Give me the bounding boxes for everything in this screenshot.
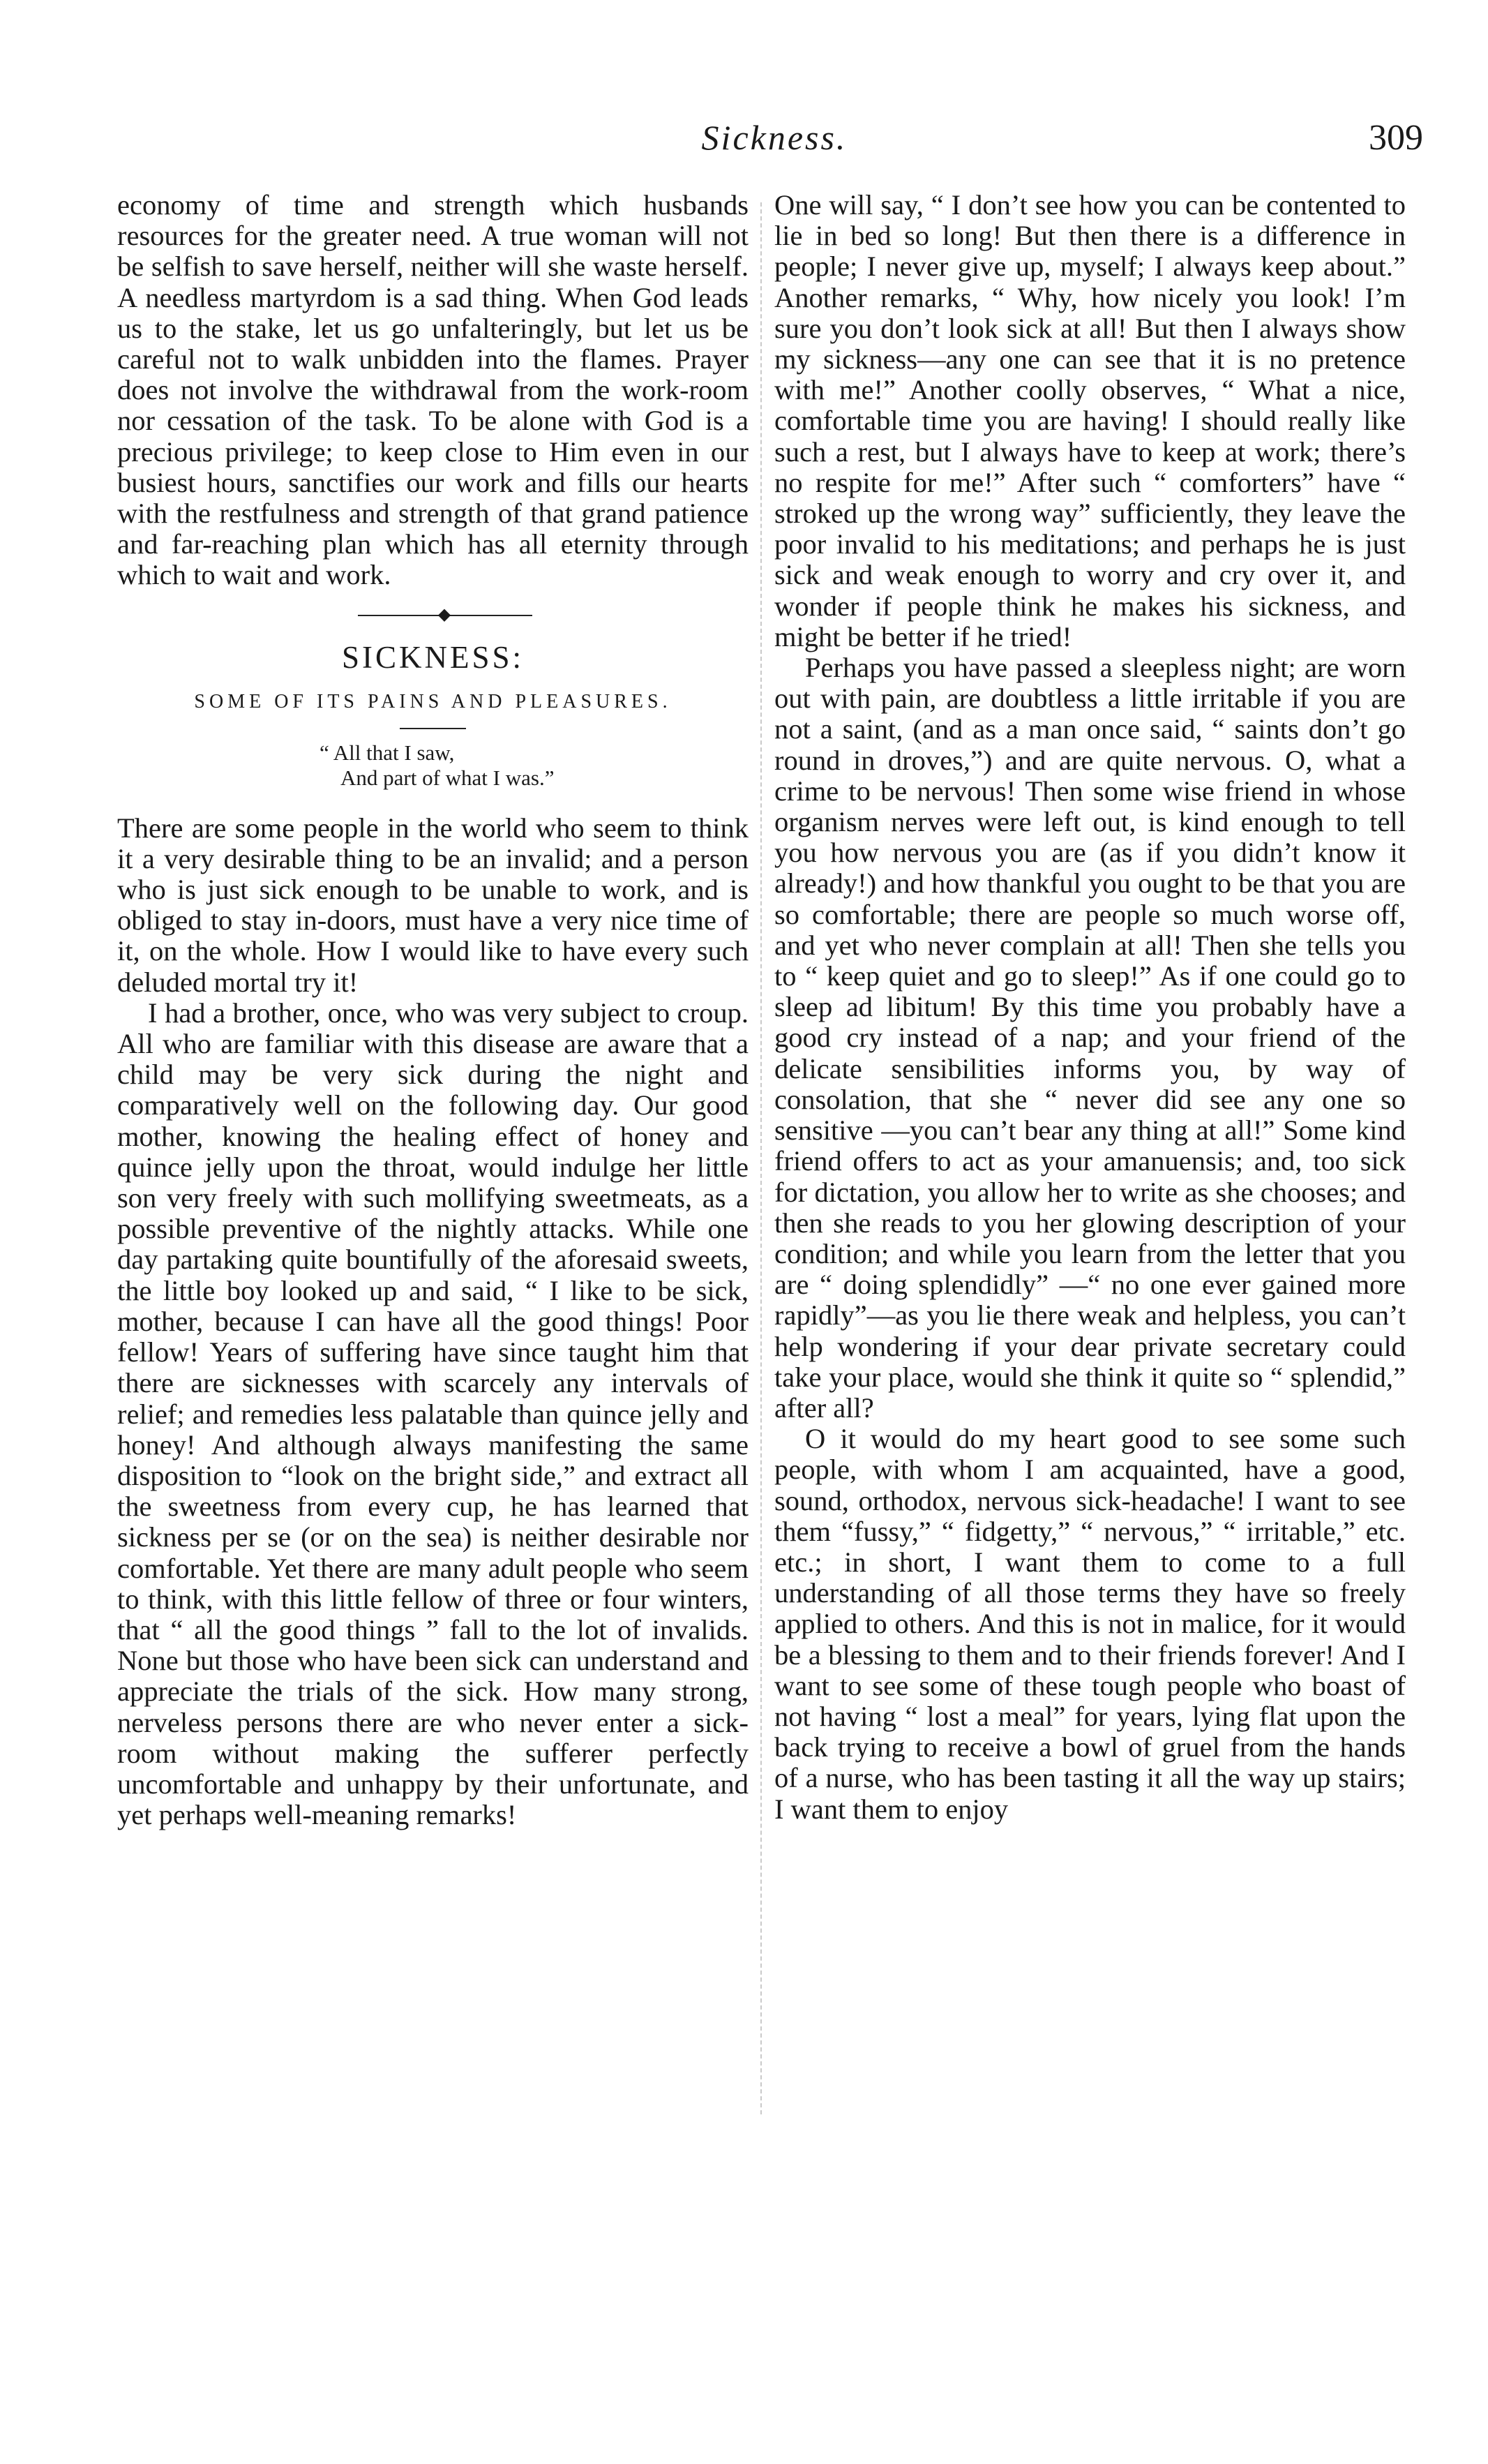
left-paragraph-1: economy of time and strength which husbands resources for the greater need. A true woman will not be selfish to save herself, neither will she waste herself. A needless martyrdom is a sad thing. When God leads us to the stake, let us go unfalteringly, but let us be careful not to walk unbidden into the flames. Prayer does not involve the withdrawal from the work-room nor cessation of the task. To be alone with God is a precious privilege; to keep close to Him even in our busiest hours, sanctifies our work and fills our hearts with the restfulness and strength of that grand patience and far-reaching plan which has all eternity through which to wait and work.	[117, 189, 749, 591]
page-number: 309	[1369, 118, 1423, 158]
left-paragraph-2: There are some people in the world who seem to think it a very desirable thing to be an invalid; and a person who is just sick enough to be unable to work, and is obliged to stay in-doors, must have a very nice time of it, on the whole. How I would like to have every such deluded mortal try it!	[117, 812, 749, 998]
subtitle-rule	[400, 728, 466, 729]
epigraph	[117, 740, 749, 791]
running-title: Sickness.	[701, 118, 848, 157]
right-paragraph-3: O it would do my heart good to see some such people, with whom I am acquainted, have a good, sound, orthodox, nervous sick-headache! I want to see them “fussy,” “ fidgetty,” “ nervous,” “ irritable,” etc. etc.; in short, I want them to come to a full understanding of all those terms they have so freely applied to others. And this is not in malice, for it would be a blessing to them and to their friends forever! And I want to see some of these tough people who boast of not having “ lost a meal” for years, lying flat upon the back trying to receive a bowl of gruel from the hands of a nurse, who has been tasting it all the way up stairs; I want them to enjoy	[774, 1423, 1406, 1825]
right-paragraph-2: Perhaps you have passed a sleepless night; are worn out with pain, are doubtless a little irritable if you are not a saint, (and as a man once said, “ saints don’t go round in droves,”) and are quite nervous. O, what a crime to be nervous! Then some wise friend in whose organism nerves were left out, is kind enough to tell you how nervous you are (as if you didn’t know it already!) and how thankful you ought to be that you are so comfortable; there are people so much worse off, and yet who never complain at all! Then she tells you to “ keep quiet and go to sleep!” As if one could go to sleep ad libitum! By this time you probably have a good cry instead of a nap; and your friend of the delicate sensibilities informs you, by way of consolation, that she “ never did see any one so sensitive —you can’t bear any thing at all!” Some kind friend offers to act as your amanuensis; and, too sick for dictation, you allow her to write as she chooses; and then she reads to you her glowing description of your condition; and while you learn from the letter that you are “ doing splendidly” —“ no one ever gained more rapidly”—as you lie there weak and helpless, you can’t help wondering if your dear private secretary could take your place, would she think it quite so “ splendid,” after all?	[774, 652, 1406, 1424]
left-column	[117, 190, 749, 1830]
section-divider	[117, 599, 749, 634]
right-column	[774, 190, 1406, 1825]
left-paragraph-3: I had a brother, once, who was very subject to croup. All who are familiar with this disease are aware that a child may be very sick during the night and comparatively well on the following day. Our good mother, knowing the healing effect of honey and quince jelly upon the throat, would indulge her little son very freely with such mollifying sweetmeats, as a possible preventive of the nightly attacks. While one day partaking quite bountifully of the aforesaid sweets, the little boy looked up and said, “ I like to be sick, mother, because I can have all the good things! Poor fellow! Years of suffering have since taught him that there are sicknesses with scarcely any intervals of relief; and remedies less palatable than quince jelly and honey! And although always manifesting the same disposition to “look on the bright side,” and extract all the sweetness from every cup, he has learned that sickness per se (or on the sea) is neither desirable nor comfortable. Yet there are many adult people who seem to think, with this little fellow of three or four winters, that “ all the good things ” fall to the lot of invalids. None but those who have been sick can understand and appreciate the trials of the sick. How many strong, nerveless persons there are who never enter a sick-room without making the sufferer perfectly uncomfortable and unhappy by their unfortunate, and yet perhaps well-meaning remarks!	[117, 996, 749, 1831]
epigraph-line-2: And part of what I was.”	[340, 765, 555, 790]
column-gutter-rule	[760, 202, 762, 2114]
right-paragraph-1: One will say, “ I don’t see how you can be contented to lie in bed so long! But then there is a difference in people; I never give up, myself; I always keep about.” Another remarks, “ Why, how nicely you look! I’m sure you don’t look sick at all! But then I always show my sickness—any one can see that it is no pretence with me!” Another coolly observes, “ What a nice, comfortable time you are having! I should really like such a rest, but I always have to keep at work; there’s no respite for me!” After such “ comforters” have “ stroked up the wrong way” sufficiently, they leave the poor invalid to his meditations; and perhaps he is just sick and weak enough to worry and cry over it, and wonder if people think he makes his sickness, and might be better if he tried!	[774, 189, 1406, 652]
section-subtitle: SOME OF ITS PAINS AND PLEASURES.	[194, 690, 672, 712]
section-title: SICKNESS:	[341, 639, 525, 675]
epigraph-line-1: “ All that I saw,	[320, 740, 455, 765]
divider-ornament-icon: ◆	[437, 605, 451, 624]
